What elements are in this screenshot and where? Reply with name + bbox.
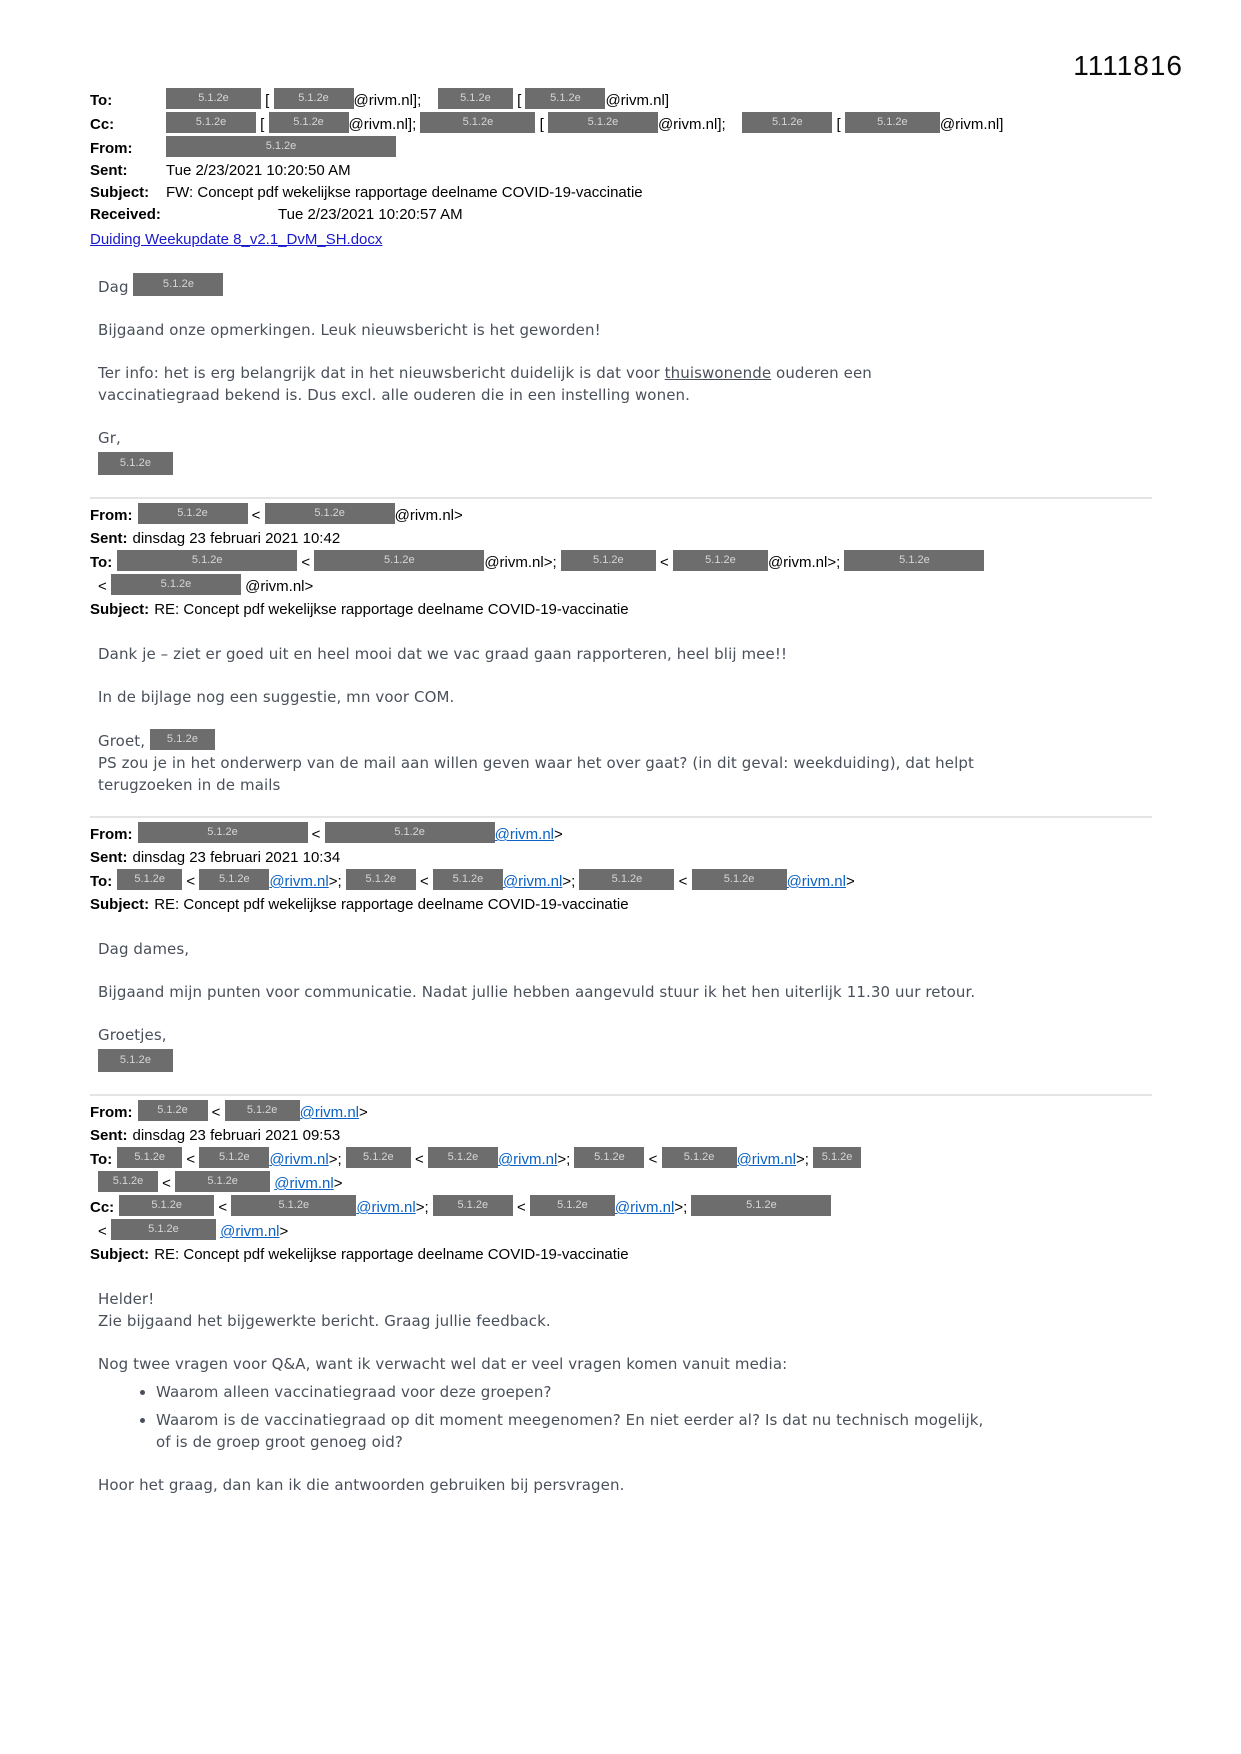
rivm-link[interactable]: @rivm.nl: [494, 826, 555, 843]
address-token: >: [554, 826, 563, 843]
cc-label: Cc:: [90, 116, 115, 133]
to-label: To:: [90, 92, 113, 109]
subject-row: [90, 893, 1152, 916]
attachment-row: [90, 229, 1152, 251]
sent-row: [90, 527, 1152, 550]
to-label: To:: [90, 554, 113, 571]
info-paragraph: [98, 362, 1152, 406]
thread-separator: [90, 816, 1152, 818]
attachment-link[interactable]: Duiding Weekupdate 8_v2.1_DvM_SH.docx: [90, 231, 383, 248]
sent-label: Sent:: [90, 162, 128, 179]
address-token: >: [359, 1104, 368, 1121]
rivm-link[interactable]: @rivm.nl: [274, 1175, 334, 1192]
redaction-box: 5.1.2e: [119, 1195, 214, 1216]
address-token: @rivm.nl]: [605, 92, 669, 109]
redaction-box: 5.1.2e: [225, 1100, 300, 1121]
thread-separator: [90, 1094, 1152, 1096]
subject-label: Subject:: [90, 601, 150, 618]
redaction-box: 5.1.2e: [199, 1147, 269, 1168]
paragraph: Dank je – ziet er goed uit en heel mooi dat we vac graad gaan rapporteren, heel blij mee!!: [98, 645, 788, 663]
redaction-box: 5.1.2e: [525, 88, 605, 109]
rivm-link[interactable]: @rivm.nl: [269, 873, 329, 890]
redaction-box: 5.1.2e: [673, 550, 768, 571]
address-token: @rivm.nl>: [245, 578, 314, 595]
redaction-box: 5.1.2e: [175, 1171, 270, 1192]
subject-value: RE: Concept pdf wekelijkse rapportage deelname COVID-19-vaccinatie: [154, 1246, 629, 1263]
address-token: @rivm.nl];: [657, 116, 726, 133]
subject-value: RE: Concept pdf wekelijkse rapportage deelname COVID-19-vaccinatie: [154, 896, 629, 913]
redaction-box: 5.1.2e: [231, 1195, 356, 1216]
address-token: <: [98, 1223, 107, 1240]
address-token: <: [420, 873, 429, 890]
from-label: From:: [90, 140, 133, 157]
redaction-box: 5.1.2e: [420, 112, 535, 133]
redaction-box: 5.1.2e: [561, 550, 656, 571]
redaction-box: 5.1.2e: [692, 869, 787, 890]
redaction-box: 5.1.2e: [166, 136, 396, 157]
from-row: [90, 1100, 1152, 1124]
redaction-box: 5.1.2e: [117, 869, 182, 890]
paragraph: Bijgaand onze opmerkingen. Leuk nieuwsbericht is het geworden!: [98, 321, 601, 339]
address-token: <: [218, 1199, 228, 1216]
quoted-email-header-4: [90, 1100, 1152, 1266]
email-body-3: [90, 938, 1152, 1074]
redaction-box: 5.1.2e: [346, 1147, 411, 1168]
subject-label: Subject:: [90, 184, 150, 201]
subject-row: [90, 598, 1152, 621]
address-token: <: [415, 1151, 424, 1168]
info-line-2: vaccinatiegraad bekend is. Dus excl. alle ouderen die in een instelling wonen.: [98, 386, 690, 404]
address-token: <: [186, 873, 196, 890]
to-row-wrap: [90, 1171, 1152, 1195]
quoted-email-header-3: [90, 822, 1152, 916]
qa-paragraph: [98, 1353, 1152, 1453]
sent-row: [90, 160, 1152, 182]
address-token: @rivm.nl>;: [767, 554, 841, 571]
cc-row: [90, 1195, 1152, 1219]
subject-label: Subject:: [90, 896, 150, 913]
email-body-1: [90, 273, 1152, 477]
sent-label: Sent:: [90, 849, 128, 866]
redaction-box: 5.1.2e: [269, 112, 349, 133]
redaction-box: 5.1.2e: [845, 112, 940, 133]
address-token: <: [660, 554, 669, 571]
to-row: [90, 1147, 1152, 1171]
address-token: >;: [557, 1151, 571, 1168]
redaction-box: 5.1.2e: [346, 869, 416, 890]
redaction-box: 5.1.2e: [133, 273, 223, 296]
redaction-box: 5.1.2e: [138, 822, 308, 843]
from-row: [90, 503, 1152, 527]
redaction-box: 5.1.2e: [548, 112, 658, 133]
paragraph: In de bijlage nog een suggestie, mn voor COM.: [98, 688, 455, 706]
signature-redaction: [98, 1049, 1152, 1074]
to-row-wrap: [90, 574, 1152, 598]
to-row: [90, 550, 1152, 574]
redaction-box: 5.1.2e: [433, 1195, 513, 1216]
address-token: @rivm.nl>: [394, 507, 463, 524]
redaction-box: 5.1.2e: [150, 729, 215, 750]
email-body-2: [90, 643, 1152, 796]
address-token: <: [186, 1151, 196, 1168]
greeting-line: [98, 273, 1152, 298]
redaction-box: 5.1.2e: [98, 1049, 173, 1072]
rivm-link[interactable]: @rivm.nl: [786, 873, 846, 890]
redaction-box: 5.1.2e: [98, 452, 173, 475]
signature-redaction: [98, 452, 1152, 477]
redaction-box: 5.1.2e: [117, 550, 297, 571]
address-token: [: [517, 92, 522, 109]
subject-value: RE: Concept pdf wekelijkse rapportage deelname COVID-19-vaccinatie: [154, 601, 629, 618]
redaction-box: 5.1.2e: [428, 1147, 498, 1168]
email-header-main: [90, 88, 1152, 251]
bullet-list: [98, 1381, 1152, 1453]
greeting-text: Dag: [98, 278, 129, 296]
address-token: >;: [328, 873, 342, 890]
address-token: >;: [562, 873, 576, 890]
address-token: >;: [328, 1151, 342, 1168]
underlined-word: thuiswonende: [664, 364, 772, 382]
sent-value: dinsdag 23 februari 2021 09:53: [132, 1127, 341, 1144]
received-row: [90, 204, 1152, 226]
rivm-link[interactable]: @rivm.nl: [502, 873, 563, 890]
address-token: >;: [674, 1199, 688, 1216]
redaction-box: 5.1.2e: [138, 1100, 208, 1121]
body-line: Nog twee vragen voor Q&A, want ik verwacht wel dat er veel vragen komen vanuit media:: [98, 1355, 788, 1373]
redaction-box: 5.1.2e: [166, 88, 261, 109]
thread-separator: [90, 497, 1152, 499]
cc-row-wrap: [90, 1219, 1152, 1243]
closing-line: Groet, 5.1.2e PS zou je in het onderwerp van de mail aan willen geven waar het over gaat? (in dit geval: weekduiding), dat helpt terugzoeken in de mails: [98, 729, 1152, 796]
address-token: >: [333, 1175, 343, 1192]
to-row: [90, 88, 1152, 112]
redaction-box: 5.1.2e: [574, 1147, 644, 1168]
subject-label: Subject:: [90, 1246, 150, 1263]
sent-label: Sent:: [90, 530, 128, 547]
to-row: [90, 869, 1152, 893]
address-token: @rivm.nl];: [353, 92, 422, 109]
ps-line-2: terugzoeken in de mails: [98, 776, 281, 794]
address-token: >: [279, 1223, 289, 1240]
received-label: Received:: [90, 206, 161, 223]
from-label: From:: [90, 826, 133, 843]
redaction-box: 5.1.2e: [117, 1147, 182, 1168]
address-token: [: [260, 116, 265, 133]
address-token: <: [301, 554, 311, 571]
closing-line: Gr,: [98, 429, 121, 447]
redaction-box: 5.1.2e: [662, 1147, 737, 1168]
address-token: <: [251, 507, 261, 524]
from-label: From:: [90, 507, 133, 524]
address-token: <: [162, 1175, 171, 1192]
redaction-box: 5.1.2e: [138, 503, 248, 524]
body-line: Helder!: [98, 1290, 155, 1308]
redaction-box: 5.1.2e: [199, 869, 269, 890]
cc-label: Cc:: [90, 1199, 115, 1216]
address-token: <: [98, 578, 107, 595]
info-line-1: Ter info: het is erg belangrijk dat in het nieuwsbericht duidelijk is dat voor thuiswonende ouderen een: [98, 364, 872, 382]
redaction-box: 5.1.2e: [265, 503, 395, 524]
redaction-box: 5.1.2e: [438, 88, 513, 109]
redaction-box: 5.1.2e: [314, 550, 484, 571]
sent-value: dinsdag 23 februari 2021 10:34: [132, 849, 341, 866]
to-label: To:: [90, 1151, 113, 1168]
cc-row: [90, 112, 1152, 136]
redaction-box: 5.1.2e: [844, 550, 984, 571]
sent-row: [90, 846, 1152, 869]
rivm-link[interactable]: @rivm.nl: [614, 1199, 675, 1216]
email-thread: [90, 88, 1152, 1496]
paragraph: Bijgaand mijn punten voor communicatie. Nadat jullie hebben aangevuld stuur ik het hen uiterlijk 11.30 uur retour.: [98, 983, 976, 1001]
paragraph: Hoor het graag, dan kan ik die antwoorden gebruiken bij persvragen.: [98, 1476, 625, 1494]
ps-line-1: PS zou je in het onderwerp van de mail aan willen geven waar het over gaat? (in dit geval: weekduiding), dat helpt: [98, 754, 974, 772]
sent-value: dinsdag 23 februari 2021 10:42: [132, 530, 341, 547]
redaction-box: 5.1.2e: [325, 822, 495, 843]
address-token: @rivm.nl>;: [484, 554, 557, 571]
rivm-link[interactable]: @rivm.nl: [299, 1104, 360, 1121]
subject-row: [90, 1243, 1152, 1266]
from-row: [90, 136, 1152, 160]
received-value: Tue 2/23/2021 10:20:57 AM: [278, 206, 463, 223]
address-token: @rivm.nl]: [939, 116, 1004, 133]
address-token: <: [211, 1104, 221, 1121]
redaction-box: 5.1.2e: [691, 1195, 831, 1216]
redaction-box: 5.1.2e: [166, 112, 256, 133]
from-label: From:: [90, 1104, 133, 1121]
quoted-email-header-2: [90, 503, 1152, 621]
document-number: 1111816: [1073, 50, 1183, 81]
address-token: <: [678, 873, 688, 890]
subject-row: [90, 182, 1152, 204]
redaction-box: 5.1.2e: [579, 869, 674, 890]
redaction-box: 5.1.2e: [111, 1219, 216, 1240]
address-token: >: [845, 873, 855, 890]
address-token: <: [516, 1199, 526, 1216]
email-body-4: [90, 1288, 1152, 1496]
to-label: To:: [90, 873, 113, 890]
rivm-link[interactable]: @rivm.nl: [356, 1199, 416, 1216]
address-token: <: [311, 826, 321, 843]
closing-line: Groetjes,: [98, 1026, 167, 1044]
subject-value: FW: Concept pdf wekelijkse rapportage deelname COVID-19-vaccinatie: [166, 184, 643, 201]
sent-label: Sent:: [90, 1127, 128, 1144]
address-token: @rivm.nl];: [348, 116, 417, 133]
rivm-link[interactable]: @rivm.nl: [736, 1151, 796, 1168]
address-token: [: [265, 92, 270, 109]
rivm-link[interactable]: @rivm.nl: [220, 1223, 280, 1240]
paragraph: [98, 1288, 1152, 1332]
bullet-item: • Waarom alleen vaccinatiegraad voor deze groepen?: [156, 1381, 1152, 1403]
sent-value: Tue 2/23/2021 10:20:50 AM: [166, 162, 351, 179]
rivm-link[interactable]: @rivm.nl: [497, 1151, 558, 1168]
redaction-box: 5.1.2e: [98, 1171, 158, 1192]
redaction-box: 5.1.2e: [274, 88, 354, 109]
redaction-box: 5.1.2e: [742, 112, 832, 133]
bullet-item: • Waarom is de vaccinatiegraad op dit moment meegenomen? En niet eerder al? Is dat nu technisch mogelijk, of is de groep groot genoeg oid?: [156, 1409, 1152, 1453]
greeting-line: Dag dames,: [98, 940, 190, 958]
from-row: [90, 822, 1152, 846]
body-line: Zie bijgaand het bijgewerkte bericht. Graag jullie feedback.: [98, 1312, 551, 1330]
address-token: >;: [415, 1199, 429, 1216]
redaction-box: 5.1.2e: [530, 1195, 615, 1216]
address-token: >;: [795, 1151, 809, 1168]
redaction-box: 5.1.2e: [111, 574, 241, 595]
address-token: <: [648, 1151, 658, 1168]
redaction-box: 5.1.2e: [433, 869, 503, 890]
address-token: [: [836, 116, 841, 133]
rivm-link[interactable]: @rivm.nl: [269, 1151, 329, 1168]
redaction-box: 5.1.2e: [813, 1147, 861, 1168]
sent-row: [90, 1124, 1152, 1147]
address-token: [: [539, 116, 544, 133]
